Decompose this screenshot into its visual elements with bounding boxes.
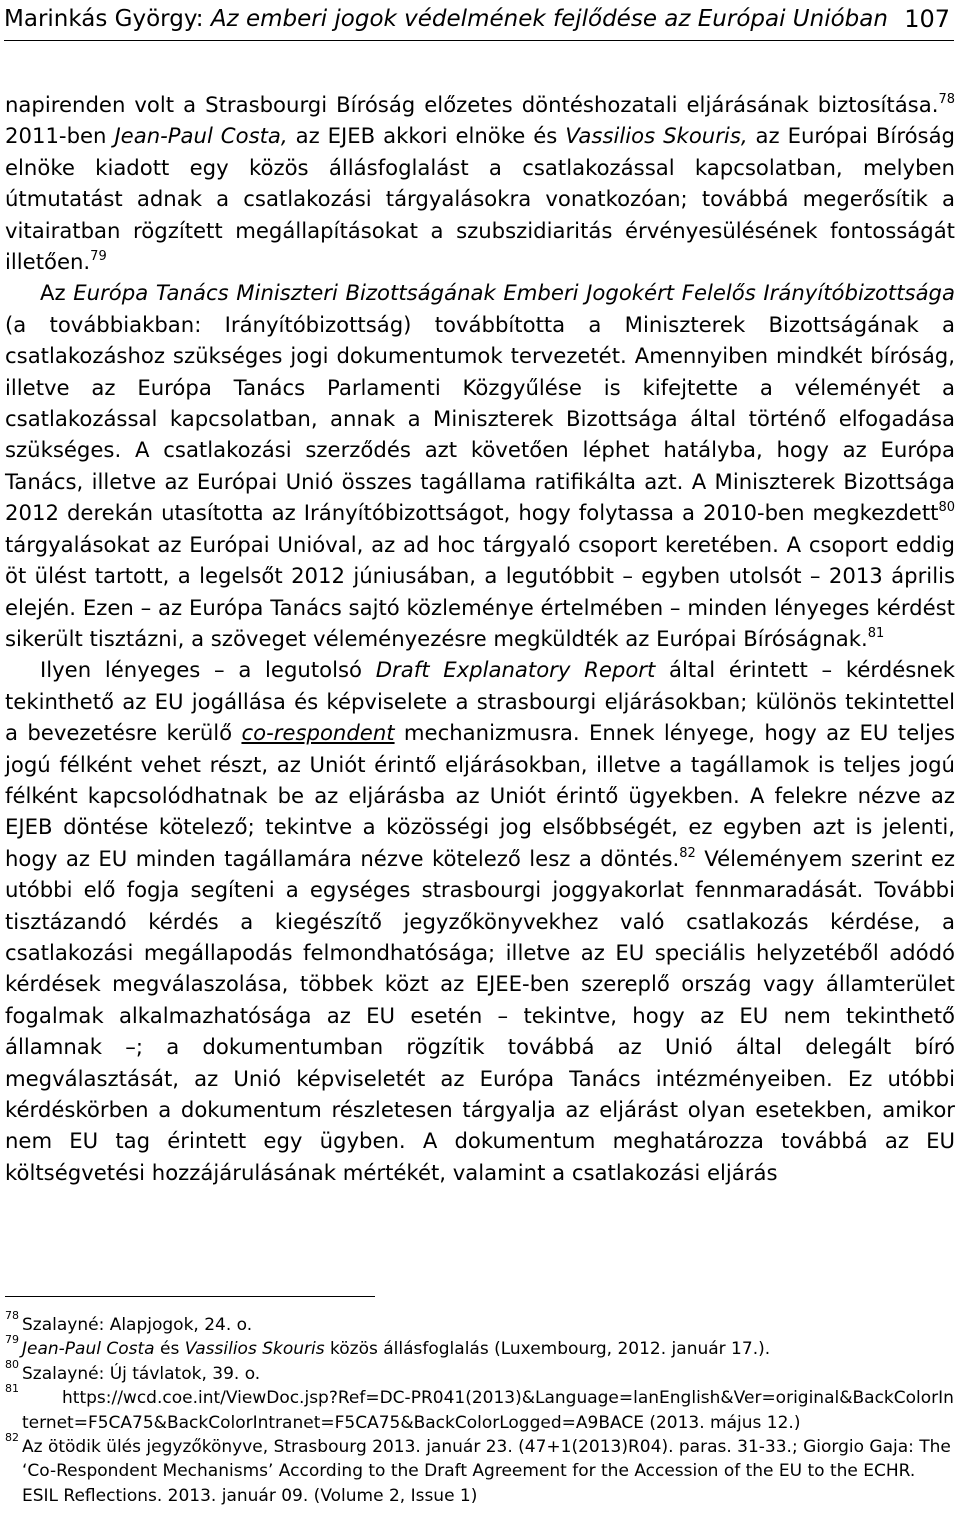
- footnote-number: 82: [5, 1431, 19, 1445]
- text-run: az Európai Bíróság elnöke kiadott egy közös állásfoglalást a csatlakozással kapcsolatban, melyben útmutatást adnak a csatlakozási tárgyalásokra vonatkozóan; továbbá megerősítik a vitairatban rögzített megállapításokat a szubszidiaritás érvényesülésének fontosságát illetően.: [5, 123, 955, 275]
- header-title: [4, 4, 888, 34]
- report-title: Draft Explanatory Report: [375, 657, 656, 683]
- paragraph-1: [5, 89, 955, 277]
- body-text: [5, 89, 955, 1188]
- text-run: tárgyalásokat az Európai Unióval, az ad hoc tárgyaló csoport keretében. A csoport eddig öt ülést tartott, a legelsőt 2012 júniusában, a legutóbbit – egyben utolsót – 2013 április elején. Ezen – az Európa Tanács sajtó közleménye értelmében – minden lényeges kérdést sikerült tisztázni, a szöveget véleményezésre megküldték az Európai Bíróságnak.: [5, 531, 955, 651]
- footnote-number: 81: [5, 1382, 19, 1396]
- footnote-82: [5, 1431, 955, 1508]
- footnote-ref-81: 81: [867, 625, 885, 641]
- footnote-text: Szalayné: Új távlatok, 39. o.: [22, 1363, 261, 1384]
- footnote-number: 78: [5, 1309, 19, 1322]
- footnote-81: [5, 1382, 955, 1435]
- footnote-number: 79: [5, 1333, 19, 1347]
- footnote-79: [5, 1333, 955, 1361]
- text-run: napirenden volt a Strasbourgi Bíróság előzetes döntéshozatali eljárásának biztosítása.: [5, 92, 939, 117]
- header-author: Marinkás György:: [4, 6, 211, 32]
- person-name: Vassilios Skouris: [184, 1339, 325, 1360]
- footnote-ref-82: 82: [679, 845, 696, 861]
- text-run: Ilyen lényeges – a legutolsó: [40, 657, 376, 683]
- footnote-80: [5, 1357, 955, 1386]
- footnote-ref-80: 80: [938, 500, 955, 516]
- page-number: 107: [904, 5, 950, 33]
- person-name: Vassilios Skouris,: [565, 123, 748, 149]
- footnote-number: 80: [5, 1357, 19, 1371]
- footnote-ref-79: 79: [90, 249, 107, 265]
- person-name: Jean-Paul Costa: [22, 1339, 155, 1360]
- footnotes: [5, 1309, 955, 1508]
- committee-name: Európa Tanács Miniszteri Bizottságának Emberi Jogokért Felelős Irányítóbizottsága: [73, 280, 955, 306]
- footnote-separator: [5, 1296, 375, 1297]
- text-run: 2011-ben: [5, 123, 115, 149]
- text-run: Az: [40, 280, 74, 306]
- footnote-78: [5, 1309, 955, 1337]
- header-book-title: Az emberi jogok védelmének fejlődése az Európai Unióban: [210, 6, 888, 32]
- footnote-url[interactable]: https://wcd.coe.int/ViewDoc.jsp?Ref=DC-PR041(2013)&Language=lanEnglish&Ver=original&BackColorInternet=F5CA75&BackColorIntranet=F5CA75&BackColorLogged=A9BACE (2013. május 12.): [22, 1388, 954, 1433]
- footnote-text: Az ötödik ülés jegyzőkönyve, Strasbourg 2013. január 23. (47+1(2013)R04). paras. 31-33.; Giorgio Gaja: The ‘Co-Respondent Mechanisms’ According to the Draft Agreement for the Accession of the EU to the ECHR. ESIL Reflections. 2013. január 09. (Volume 2, Issue 1): [22, 1437, 951, 1506]
- text-run: az EJEB akkori elnöke és: [287, 123, 566, 149]
- text-run: által érintett – kérdésnek tekinthető az EU jogállása és képviselete a strasbourgi eljárásokban; különös tekintettel a bevezetésre kerülő: [5, 657, 956, 746]
- term-co-respondent: co-respondent: [241, 720, 395, 746]
- text-run: Véleményem szerint ez utóbbi elő fogja segíteni a egységes strasbourgi joggyakorlat fennmaradását. További tisztázandó kérdés a kiegészítő jegyzőkönyvekhez való csatlakozás kérdése, a csatlakozási megállapodás felmondhatósága; illetve az EU speciális helyzetéből adódó kérdések megválaszolása, többek közt az EJEE-ben szereplő ország vagy államterület fogalmak alkalmazhatósága az EU esetén – tekintve, hogy az EU nem tekinthető államnak –; a dokumentumban rögzítik továbbá az Unió által delegált bíró megválasztását, az Unió képviseletét az Európa Tanács intézményeiben. Ez utóbbi kérdéskörben a dokumentum részletesen tárgyalja az eljárást olyan esetekben, amikor nem EU tag érintett egy ügyben. A dokumentum meghatározza továbbá az EU költségvetési hozzájárulásának mértékét, valamint a csatlakozási eljárás: [5, 845, 955, 1185]
- footnote-text: közös állásfoglalás (Luxembourg, 2012. január 17.).: [324, 1339, 771, 1360]
- paragraph-2: [5, 277, 955, 654]
- footnote-text: és: [154, 1339, 185, 1360]
- paragraph-3: [5, 654, 955, 1188]
- running-header: [4, 4, 954, 41]
- person-name: Jean-Paul Costa,: [114, 123, 288, 149]
- text-run: (a továbbiakban: Irányítóbizottság) továbbította a Miniszterek Bizottságának a csatlakozáshoz szükséges jogi dokumentumok tervezetét. Amennyiben mindkét bíróság, illetve az Európa Tanács Parlamenti Közgyűlése is kifejtette a véleményét a csatlakozással kapcsolatban, annak a Miniszterek Bizottsága által történő elfogadása szükséges. A csatlakozási szerződés azt követően léphet hatályba, hogy az Európa Tanács, illetve az Európai Unió összes tagállama ratifikálta azt. A Miniszterek Bizottsága 2012 derekán utasította az Irányítóbizottságot, hogy folytassa a 2010-ben megkezdett: [5, 311, 955, 526]
- text-run: mechanizmusra. Ennek lényege, hogy az EU teljes jogú félként vehet részt, az Uniót érintő eljárásokban, illetve a tagállamok is teljes jogú félként kapcsolódhatnak be az eljárásba az Uniót érintő ügyekben. A felekre nézve az EJEB döntése kötelező; tekintve a közösségi jog elsőbbségét, ez egyben azt is jelenti, hogy az EU minden tagállamára nézve kötelező lesz a döntés.: [5, 720, 955, 871]
- footnote-ref-78: 78: [938, 92, 955, 107]
- footnote-text: Szalayné: Alapjogok, 24. o.: [22, 1315, 253, 1335]
